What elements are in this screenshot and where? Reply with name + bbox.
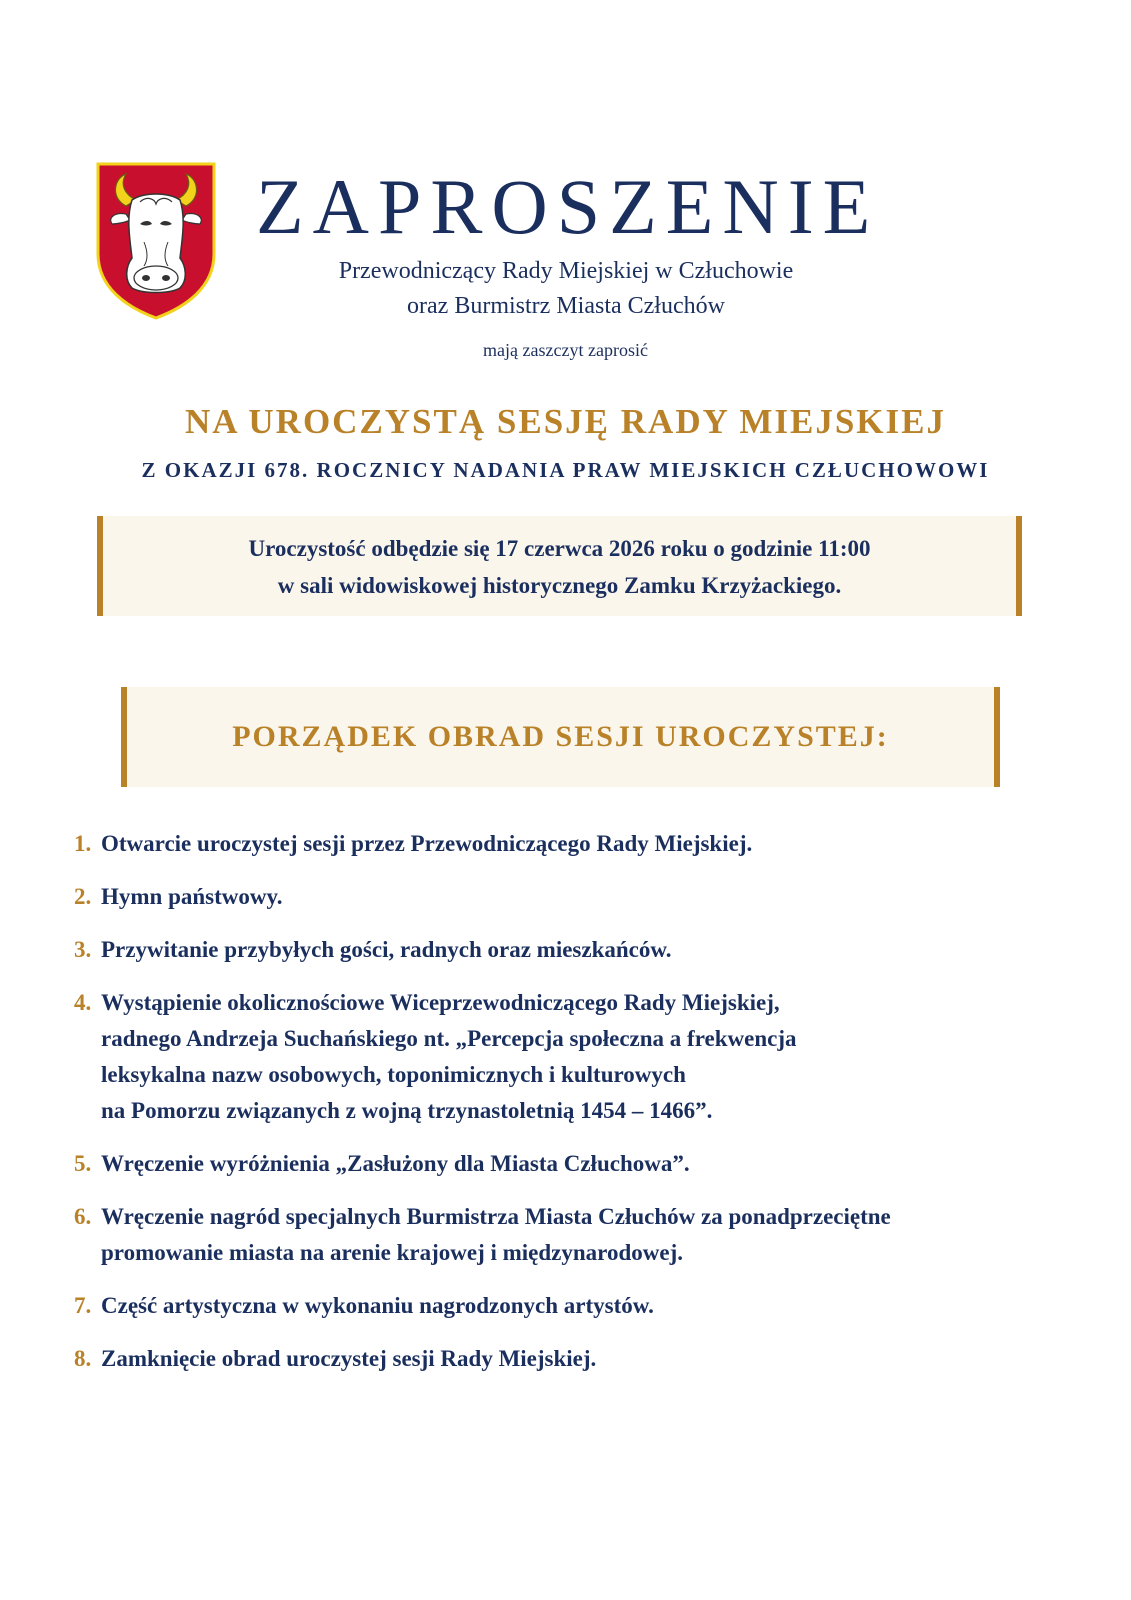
agenda-item-line: Wystąpienie okolicznościowe Wiceprzewodniczącego Rady Miejskiej, (101, 990, 780, 1015)
agenda-item-text (101, 932, 671, 968)
agenda-item-text (101, 826, 752, 862)
agenda-item-line: Wręczenie nagród specjalnych Burmistrza Miasta Człuchów za ponadprzeciętne (101, 1204, 891, 1229)
agenda-item (74, 932, 1074, 968)
agenda-item (74, 826, 1074, 862)
event-details-box (97, 516, 1022, 616)
agenda-item-line: Przywitanie przybyłych gości, radnych oraz mieszkańców. (101, 937, 672, 962)
agenda-item (74, 1199, 1074, 1271)
agenda-item-number: 4. (74, 990, 92, 1015)
agenda-item (74, 1288, 1074, 1324)
agenda-item-number: 3. (74, 937, 92, 962)
agenda-heading: PORZĄDEK OBRAD SESJI UROCZYSTEJ: (232, 720, 889, 753)
agenda-item-line: leksykalna nazw osobowych, toponimicznych i kulturowych (101, 1062, 686, 1087)
agenda-item-number: 2. (74, 884, 92, 909)
event-details-line-2: w sali widowiskowej historycznego Zamku Krzyżackiego. (277, 573, 842, 598)
agenda-item-text (101, 985, 796, 1129)
event-occasion: Z OKAZJI 678. ROCZNICY NADANIA PRAW MIEJSKICH CZŁUCHOWOWI (141, 458, 990, 482)
agenda-item (74, 1146, 1074, 1182)
agenda-item-line: na Pomorzu związanych z wojną trzynastoletnią 1454 – 1466”. (101, 1098, 713, 1123)
agenda-item-number: 7. (74, 1293, 92, 1318)
agenda-item-line: Zamknięcie obrad uroczystej sesji Rady Miejskiej. (101, 1346, 597, 1371)
agenda-item-line: Otwarcie uroczystej sesji przez Przewodniczącego Rady Miejskiej. (101, 831, 753, 856)
bull-head-coat-of-arms-icon (96, 162, 216, 320)
host-line-1: Przewodniczący Rady Miejskiej w Człuchowie (338, 258, 794, 284)
agenda-item-line: promowanie miasta na arenie krajowej i międzynarodowej. (101, 1240, 683, 1265)
agenda-item (74, 879, 1074, 915)
event-details-line-1: Uroczystość odbędzie się 17 czerwca 2026 roku o godzinie 11:00 (248, 536, 871, 561)
event-heading: NA UROCZYSTĄ SESJĘ RADY MIEJSKIEJ (185, 402, 946, 441)
agenda-item (74, 985, 1074, 1129)
agenda-heading-box (121, 687, 1000, 787)
agenda-item (74, 1341, 1074, 1377)
agenda-item-text (101, 879, 282, 915)
agenda-item-line: Wręczenie wyróżnienia „Zasłużony dla Miasta Człuchowa”. (101, 1151, 690, 1176)
agenda-item-number: 6. (74, 1204, 92, 1229)
invitation-title: ZAPROSZENIE (256, 163, 880, 250)
agenda-item-text (101, 1341, 596, 1377)
agenda-item-line: Część artystyczna w wykonaniu nagrodzonych artystów. (101, 1293, 654, 1318)
agenda-item-text (101, 1146, 690, 1182)
agenda-item-number: 1. (74, 831, 92, 856)
agenda-item-line: radnego Andrzeja Suchańskiego nt. „Percepcja społeczna a frekwencja (101, 1026, 797, 1051)
agenda-item-text (101, 1199, 891, 1271)
honour-line: mają zaszczyt zaprosić (483, 340, 648, 360)
agenda-item-number: 5. (74, 1151, 92, 1176)
agenda-item-line: Hymn państwowy. (101, 884, 283, 909)
host-line-2: oraz Burmistrz Miasta Człuchów (407, 293, 725, 319)
agenda-list (74, 826, 1074, 1394)
agenda-item-number: 8. (74, 1346, 92, 1371)
agenda-item-text (101, 1288, 654, 1324)
